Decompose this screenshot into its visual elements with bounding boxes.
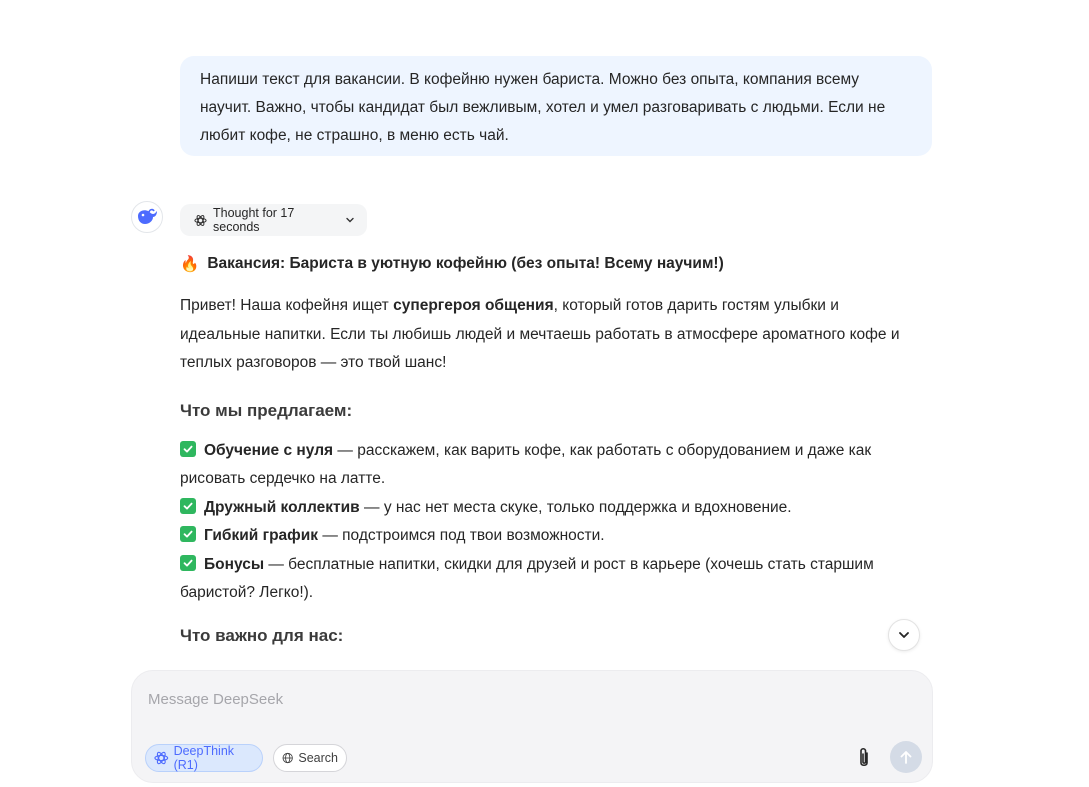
fire-icon: 🔥 [180,255,200,273]
thought-label: Thought for 17 seconds [213,206,295,234]
check-icon [180,555,196,571]
attach-button[interactable] [852,744,876,772]
offer-title: Обучение с нуля [204,441,334,459]
offer-text: — бесплатные напитки, скидки для друзей и рост в карьере (хочешь стать старшим баристой? Легко!). [180,555,874,601]
deepthink-toggle[interactable] [145,744,263,772]
important-heading: Что важно для нас: [180,626,344,645]
check-icon [180,441,196,457]
vacancy-title [180,250,920,278]
offer-title: Дружный коллектив [204,498,360,516]
search-toggle[interactable] [273,744,347,772]
assistant-answer [180,250,920,608]
vacancy-title-text: Вакансия: Бариста в уютную кофейню (без опыта! Всему научим!) [207,255,724,272]
user-message-bubble [180,56,932,156]
list-item [180,522,920,551]
user-message-text: Напиши текст для вакансии. В кофейню нужен бариста. Можно без опыта, компания всему научит. Важно, чтобы кандидат был вежливым, хотел и умел разговаривать с людьми. Если не любит кофе, не страшно, в меню есть чай. [200,71,886,144]
chevron-down-icon [897,628,911,642]
paperclip-icon [856,746,872,770]
arrow-up-icon [899,749,913,765]
atom-icon [194,214,207,227]
offer-title: Бонусы [204,555,265,573]
list-item [180,437,920,494]
offer-title: Гибкий график [204,527,319,544]
list-item [180,494,920,523]
thought-toggle[interactable] [180,204,367,236]
list-item [180,551,920,608]
scroll-to-bottom-button[interactable] [888,619,920,651]
chevron-down-icon [345,215,355,225]
intro-text-start: Привет! Наша кофейня ищет [180,297,394,314]
offer-heading: Что мы предлагаем: [180,400,353,420]
atom-icon [154,750,169,766]
deepseek-whale-icon [136,208,158,226]
intro-bold: супергероя общения [393,297,554,314]
assistant-avatar [131,201,163,233]
check-icon [180,526,196,542]
offer-text: — у нас нет места скуке, только поддержка и вдохновение. [359,498,792,516]
deepthink-label: DeepThink (R1) [173,744,235,772]
intro-paragraph [180,292,920,378]
send-button[interactable] [890,741,922,773]
intro-text-end: , который готов дарить гостям улыбки и идеальные напитки. Если ты любишь людей и мечтаешь работать в атмосфере ароматного кофе и теплых разговоров — это твой шанс! [180,297,900,371]
globe-icon [282,750,293,766]
search-label: Search [298,751,338,765]
message-composer [131,670,933,783]
message-input[interactable] [146,687,830,711]
offer-text: — подстроимся под твои возможности. [318,527,605,544]
check-icon [180,498,196,514]
offer-list [180,437,920,608]
offer-text: — расскажем, как варить кофе, как работать с оборудованием и даже как рисовать сердечко на латте. [180,441,872,487]
